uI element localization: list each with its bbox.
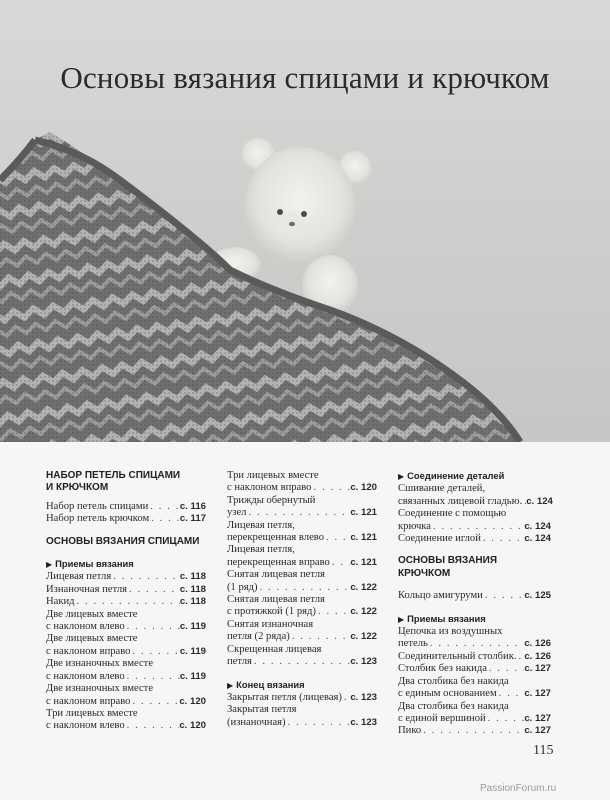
toc-entry-line: Снятая лицевая петля (227, 594, 325, 606)
subsection-heading: ▶ Конец вязания (227, 678, 305, 690)
toc-entry[interactable]: с протяжкой (1 ряд) . . . с. 122 (227, 606, 377, 618)
triangle-bullet-icon: ▶ (227, 680, 234, 690)
toc-entry-line: Сшивание деталей, (398, 483, 486, 495)
page-title: Основы вязания спицами и крючком (60, 60, 550, 95)
toc-entry[interactable]: с наклоном влево . . . с. 120 (46, 720, 206, 732)
toc-column-1 (46, 470, 206, 733)
toc-entry-line: Две лицевых вместе (46, 608, 138, 620)
toc-entry[interactable]: связанных лицевой гладью. . . . с. 124 (398, 496, 551, 508)
toc-entry-line: Скрещенная лицевая (227, 643, 322, 655)
toc-entry-line: Закрытая петля (227, 704, 297, 716)
toc-entry[interactable]: Соединительный столбик. . . . с. 126 (398, 651, 551, 663)
toc-entry[interactable]: петля (2 ряда) . . . с. 122 (227, 631, 377, 643)
section-heading-cast-on: НАБОР ПЕТЕЛЬ СПИЦАМИ (46, 470, 181, 481)
triangle-bullet-icon: ▶ (398, 614, 405, 624)
section-heading-crochet-basics: ОСНОВЫ ВЯЗАНИЯ КРЮЧКОМ (398, 555, 498, 579)
toc-entry[interactable]: крючка . . . с. 124 (398, 521, 551, 533)
toc-entry[interactable]: Лицевая петля . . . с. 118 (46, 571, 206, 583)
toc-entry[interactable]: петель . . . с. 126 (398, 638, 551, 650)
toc-entry[interactable]: с наклоном вправо . . . с. 120 (46, 696, 206, 708)
toc-entry[interactable]: (изнаночная) . . . с. 123 (227, 717, 377, 729)
toc-entry-line: Трижды обернутый (227, 494, 316, 506)
triangle-bullet-icon: ▶ (398, 472, 405, 481)
toc-entry[interactable]: Пико . . . с. 127 (398, 725, 551, 737)
toc-entry-line: Три лицевых вместе (227, 470, 319, 481)
toc-entry-line: Цепочка из воздушных (398, 626, 503, 638)
toc-entry-line: Два столбика без накида (398, 675, 509, 687)
toc-entry-line: Два столбика без накида (398, 700, 509, 712)
toc-column-2 (227, 470, 377, 729)
toc-entry[interactable]: Накид . . . с. 118 (46, 596, 206, 608)
toc-entry-line: Снятая лицевая петля (227, 569, 325, 581)
subsection-heading: ▶ Приемы вязания (46, 558, 134, 570)
toc-entry[interactable]: узел . . . с. 121 (227, 507, 377, 519)
toc-column-3 (398, 470, 551, 738)
toc-entry[interactable]: с наклоном вправо . . . с. 120 (227, 482, 377, 494)
subsection-heading: ▶ Приемы вязания (398, 612, 486, 624)
toc-entry[interactable]: Столбик без накида . . . с. 127 (398, 663, 551, 675)
toc-entry[interactable]: с наклоном вправо . . . с. 119 (46, 646, 206, 658)
toc-entry[interactable]: с единым основанием . . . с. 127 (398, 688, 551, 700)
toc-entry-line: Соединение с помощью (398, 508, 507, 520)
section-heading-knitting-basics: ОСНОВЫ ВЯЗАНИЯ СПИЦАМИ (46, 535, 200, 547)
toc-entry-line: Снятая изнаночная (227, 618, 314, 630)
toc-entry-line: Две изнаночных вместе (46, 658, 154, 670)
toc-entry[interactable]: (1 ряд) . . . с. 122 (227, 582, 377, 594)
toc-entry[interactable]: с наклоном влево . . . с. 119 (46, 671, 206, 683)
toc-entry[interactable]: перекрещенная влево . . . с. 121 (227, 532, 377, 544)
toc-entry[interactable]: с единой вершиной . . . с. 127 (398, 713, 551, 725)
toc-entry[interactable]: петля . . . с. 123 (227, 656, 377, 668)
toc-entry[interactable]: Кольцо амигуруми . . . с. 125 (398, 590, 551, 602)
watermark: PassionForum.ru (480, 783, 557, 794)
toc-entry[interactable]: Набор петель крючком . . . с. 117 (46, 513, 206, 525)
subsection-heading: ▶ Соединение деталей (398, 470, 505, 481)
toc-entry-line: Две изнаночных вместе (46, 683, 154, 695)
toc-entry-line: Лицевая петля, (227, 544, 295, 556)
triangle-bullet-icon: ▶ (46, 560, 53, 570)
toc-entry[interactable]: Набор петель спицами . . . с. 116 (46, 501, 206, 513)
toc-entry[interactable]: перекрещенная вправо . . . с. 121 (227, 557, 377, 569)
toc-entry[interactable]: Соединение иглой . . . с. 124 (398, 533, 551, 545)
toc-entry[interactable]: Изнаночная петля . . . с. 118 (46, 584, 206, 596)
toc-entry-line: Три лицевых вместе (46, 707, 138, 719)
toc-entry[interactable]: с наклоном влево . . . с. 119 (46, 621, 206, 633)
section-heading-cast-on-cont: И КРЮЧКОМ (46, 482, 109, 494)
toc-entry-line: Две лицевых вместе (46, 633, 138, 645)
toc-entry[interactable]: Закрытая петля (лицевая) . . . с. 123 (227, 692, 377, 704)
toc-entry-line: Лицевая петля, (227, 519, 295, 531)
page-number: 115 (533, 743, 554, 758)
